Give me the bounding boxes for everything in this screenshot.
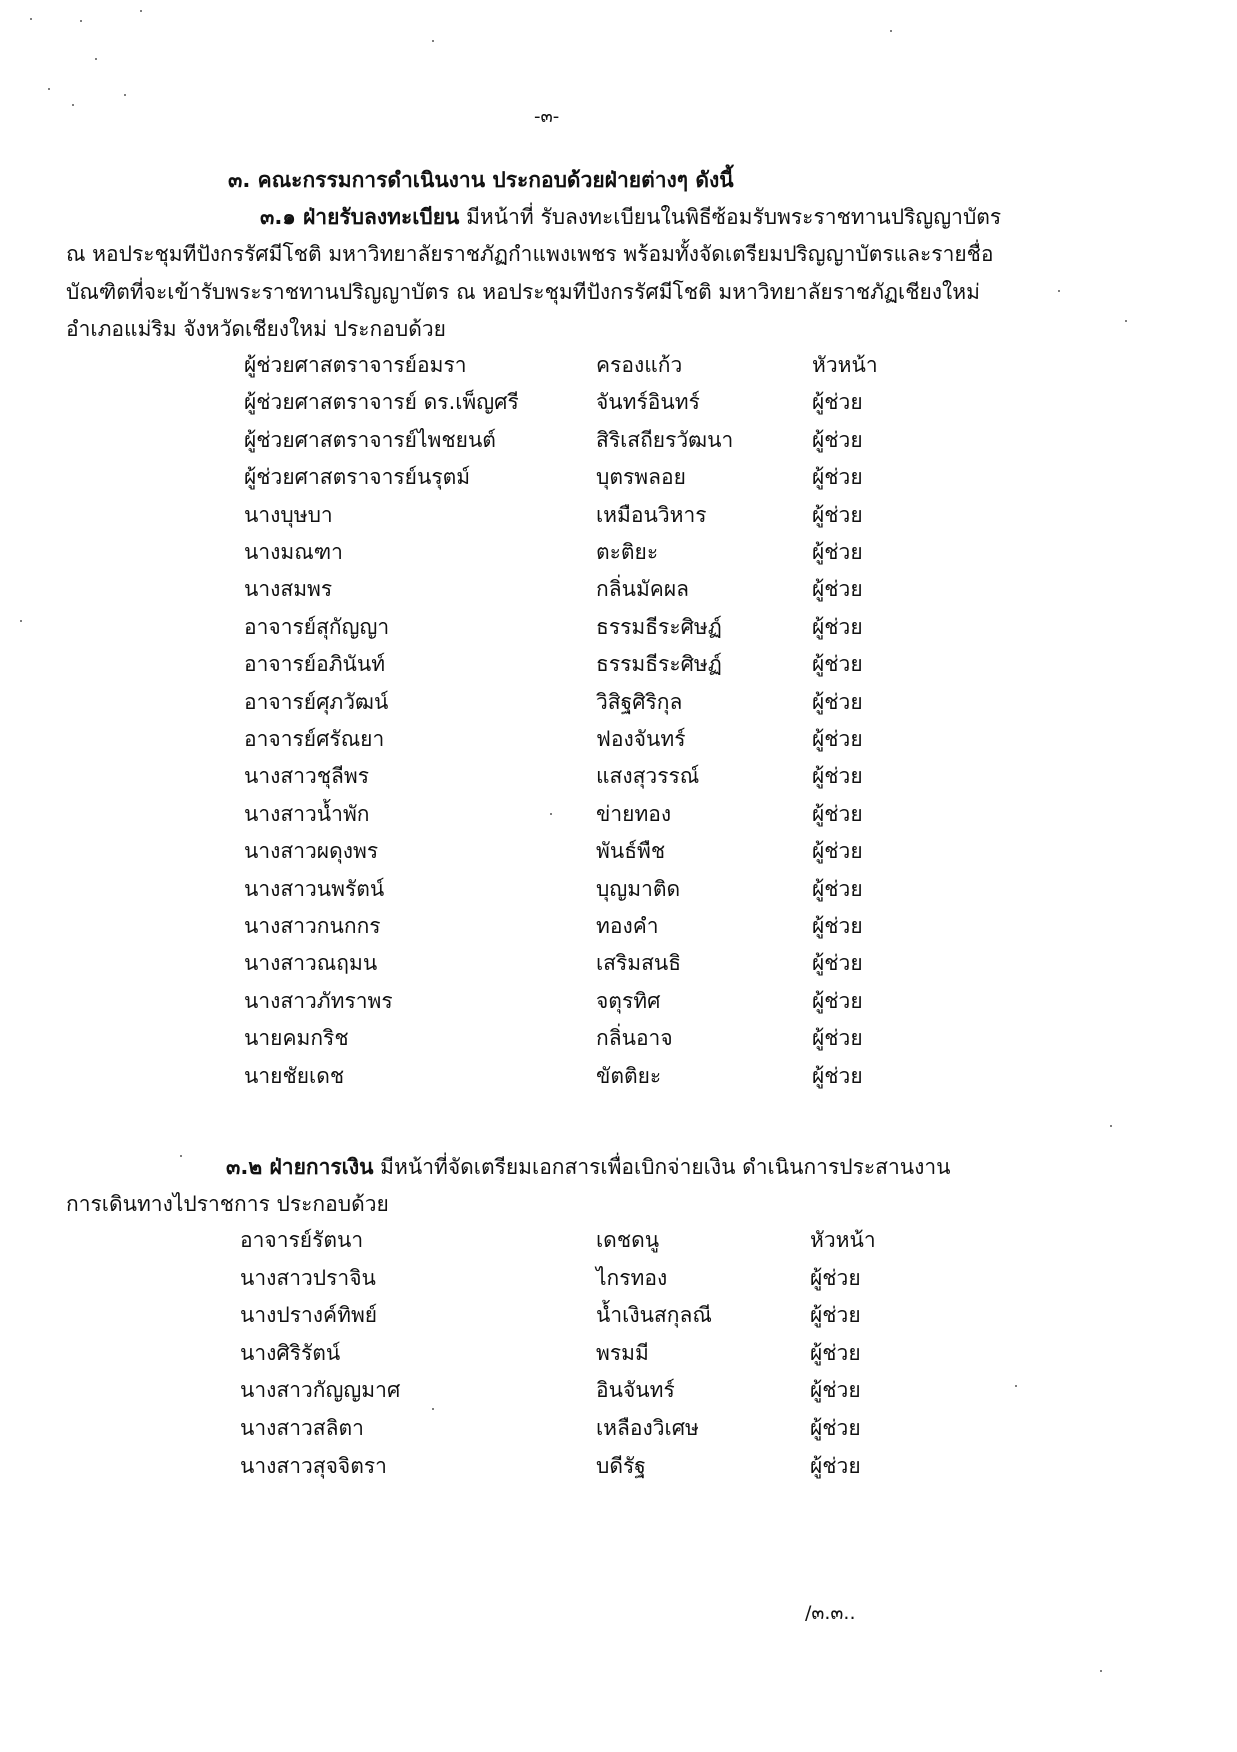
member-name: นางสาวณฤมน bbox=[244, 951, 378, 976]
member-role: ผู้ช่วย bbox=[812, 689, 863, 714]
member-row bbox=[0, 835, 1237, 871]
member-role: ผู้ช่วย bbox=[812, 465, 863, 490]
member-surname: กลิ่นมัคผล bbox=[596, 577, 690, 602]
member-surname: ธรรมธีระศิษฏ์ bbox=[596, 614, 722, 639]
member-row bbox=[0, 985, 1237, 1021]
scan-speck bbox=[890, 30, 892, 32]
member-role: ผู้ช่วย bbox=[810, 1265, 861, 1290]
member-row bbox=[0, 1224, 1237, 1260]
member-surname: ครองแก้ว bbox=[596, 353, 683, 377]
member-name: อาจารย์รัตนา bbox=[240, 1228, 364, 1252]
member-role: ผู้ช่วย bbox=[812, 876, 863, 901]
scan-speck bbox=[1110, 1125, 1112, 1127]
scan-speck bbox=[1058, 290, 1060, 292]
member-row bbox=[0, 760, 1237, 796]
sub1-line1: มีหน้าที่ รับลงทะเบียนในพิธีซ้อมรับพระราชทานปริญญาบัตร bbox=[466, 205, 1002, 229]
member-surname: ธรรมธีระศิษฏ์ bbox=[596, 652, 722, 677]
member-role: ผู้ช่วย bbox=[812, 652, 863, 677]
member-name: ผู้ช่วยศาสตราจารย์อมรา bbox=[244, 353, 467, 377]
member-role: ผู้ช่วย bbox=[810, 1416, 861, 1440]
scan-speck bbox=[1100, 1670, 1102, 1672]
member-surname: จตุรทิศ bbox=[596, 988, 661, 1013]
member-surname: แสงสุวรรณ์ bbox=[596, 764, 700, 789]
member-row bbox=[0, 798, 1237, 834]
member-surname: น้ำเงินสกุลณี bbox=[596, 1303, 712, 1328]
member-name: อาจารย์ศรัณยา bbox=[244, 727, 385, 751]
sub1-first-line bbox=[260, 201, 1001, 234]
member-surname: อินจันทร์ bbox=[596, 1378, 675, 1403]
member-role: ผู้ช่วย bbox=[812, 427, 863, 452]
member-role: หัวหน้า bbox=[810, 1228, 876, 1252]
member-surname: ฟองจันทร์ bbox=[596, 727, 686, 751]
member-name: นางสาวกนกกร bbox=[244, 914, 381, 938]
member-surname: พันธ์พืช bbox=[596, 839, 666, 864]
member-name: ผู้ช่วยศาสตราจารย์ ดร.เพ็ญศรี bbox=[244, 390, 519, 415]
member-surname: บุตรพลอย bbox=[596, 465, 686, 490]
member-row bbox=[0, 947, 1237, 983]
member-row bbox=[0, 424, 1237, 460]
member-role: ผู้ช่วย bbox=[812, 614, 863, 639]
member-surname: กลิ่นอาจ bbox=[596, 1026, 673, 1051]
member-surname: บดีรัฐ bbox=[596, 1453, 646, 1478]
member-name: นางสาวปราจิน bbox=[240, 1265, 376, 1290]
member-surname: ทองคำ bbox=[596, 914, 659, 938]
member-surname: ไกรทอง bbox=[596, 1265, 668, 1290]
member-role: ผู้ช่วย bbox=[812, 502, 863, 527]
member-name: นางปรางค์ทิพย์ bbox=[240, 1303, 378, 1328]
member-name: นางมณฑา bbox=[244, 540, 343, 564]
member-name: อาจารย์สุกัญญา bbox=[244, 614, 390, 639]
member-name: นางบุษบา bbox=[244, 502, 333, 527]
member-row bbox=[0, 910, 1237, 946]
member-surname: ตะติยะ bbox=[596, 540, 659, 564]
member-role: ผู้ช่วย bbox=[812, 540, 863, 564]
member-surname: เหลืองวิเศษ bbox=[596, 1416, 699, 1440]
member-name: นางศิริรัตน์ bbox=[240, 1340, 341, 1365]
scan-speck bbox=[180, 1155, 182, 1157]
member-surname: บุญมาติด bbox=[596, 876, 681, 901]
member-role: หัวหน้า bbox=[812, 353, 878, 377]
member-surname: จันทร์อินทร์ bbox=[596, 390, 700, 415]
member-name: นางสาวน้ำพัก bbox=[244, 801, 370, 826]
scan-speck bbox=[1125, 320, 1127, 322]
scan-speck bbox=[124, 94, 126, 96]
scan-speck bbox=[30, 18, 32, 20]
member-name: นายชัยเดช bbox=[244, 1063, 345, 1088]
member-row bbox=[0, 1022, 1237, 1058]
member-row bbox=[0, 1262, 1237, 1298]
member-role: ผู้ช่วย bbox=[812, 764, 863, 789]
scan-speck bbox=[48, 88, 50, 90]
member-role: ผู้ช่วย bbox=[810, 1378, 861, 1403]
sub2-line2: การเดินทางไปราชการ ประกอบด้วย bbox=[66, 1192, 389, 1216]
member-role: ผู้ช่วย bbox=[812, 951, 863, 976]
member-role: ผู้ช่วย bbox=[810, 1340, 861, 1365]
member-surname: เสริมสนธิ bbox=[596, 951, 682, 976]
member-name: นางสาวชุลีพร bbox=[244, 764, 370, 789]
scan-speck bbox=[80, 20, 82, 22]
member-name: นางสาวภัทราพร bbox=[244, 988, 393, 1013]
member-surname: สิริเสถียรวัฒนา bbox=[596, 427, 734, 452]
sub1-title: ๓.๑ ฝ่ายรับลงทะเบียน bbox=[260, 205, 460, 229]
member-role: ผู้ช่วย bbox=[812, 1063, 863, 1088]
member-name: นางสาวสุจจิตรา bbox=[240, 1453, 387, 1478]
member-row bbox=[0, 1299, 1237, 1335]
next-page-reference: /๓.๓.. bbox=[805, 1602, 856, 1624]
member-role: ผู้ช่วย bbox=[812, 727, 863, 751]
member-role: ผู้ช่วย bbox=[812, 839, 863, 864]
member-row bbox=[0, 536, 1237, 572]
member-row bbox=[0, 573, 1237, 609]
sub1-line4: อำเภอแม่ริม จังหวัดเชียงใหม่ ประกอบด้วย bbox=[66, 317, 446, 341]
member-row bbox=[0, 1412, 1237, 1448]
member-row bbox=[0, 1374, 1237, 1410]
member-surname: ขัตติยะ bbox=[596, 1063, 662, 1088]
member-role: ผู้ช่วย bbox=[812, 390, 863, 415]
member-role: ผู้ช่วย bbox=[810, 1453, 861, 1478]
member-surname: เดชดนู bbox=[596, 1228, 660, 1252]
member-name: อาจารย์อภินันท์ bbox=[244, 652, 386, 677]
member-name: ผู้ช่วยศาสตราจารย์ไพชยนต์ bbox=[244, 427, 496, 452]
member-surname: เหมือนวิหาร bbox=[596, 502, 707, 527]
member-row bbox=[0, 1337, 1237, 1373]
sub2-first-line bbox=[226, 1151, 951, 1184]
member-surname: พรมมี bbox=[596, 1340, 649, 1365]
member-row bbox=[0, 648, 1237, 684]
sub2-line1: มีหน้าที่จัดเตรียมเอกสารเพื่อเบิกจ่ายเงิน ดำเนินการประสานงาน bbox=[380, 1155, 951, 1179]
member-name: นางสมพร bbox=[244, 577, 333, 602]
member-row bbox=[0, 1450, 1237, 1486]
member-name: นางสาวสลิตา bbox=[240, 1416, 364, 1440]
member-name: นางสาวนพรัตน์ bbox=[244, 876, 385, 901]
sub2-title: ๓.๒ ฝ่ายการเงิน bbox=[226, 1155, 374, 1179]
member-surname: ข่ายทอง bbox=[596, 801, 672, 826]
scan-speck bbox=[95, 58, 97, 60]
sub1-line3: บัณฑิตที่จะเข้ารับพระราชทานปริญญาบัตร ณ หอประชุมทีปังกรรัศมีโชติ มหาวิทยาลัยราชภัฏเชียงใหม่ bbox=[66, 280, 980, 304]
member-row bbox=[0, 349, 1237, 385]
member-row bbox=[0, 461, 1237, 497]
sub1-line2: ณ หอประชุมทีปังกรรัศมีโชติ มหาวิทยาลัยราชภัฏกำแพงเพชร พร้อมทั้งจัดเตรียมปริญญาบัตรและรายชื่อ bbox=[66, 242, 994, 266]
member-row bbox=[0, 499, 1237, 535]
member-role: ผู้ช่วย bbox=[812, 801, 863, 826]
member-row bbox=[0, 686, 1237, 722]
member-role: ผู้ช่วย bbox=[812, 1026, 863, 1051]
scan-speck bbox=[432, 40, 434, 42]
member-name: นางสาวผดุงพร bbox=[244, 839, 379, 864]
member-name: นายคมกริช bbox=[244, 1026, 349, 1051]
member-role: ผู้ช่วย bbox=[812, 577, 863, 602]
member-row bbox=[0, 611, 1237, 647]
member-role: ผู้ช่วย bbox=[812, 914, 863, 938]
member-row bbox=[0, 1060, 1237, 1096]
member-role: ผู้ช่วย bbox=[812, 988, 863, 1013]
member-row bbox=[0, 723, 1237, 759]
scan-speck bbox=[72, 104, 74, 106]
scan-speck bbox=[140, 10, 142, 12]
member-surname: วิสิฐศิริกุล bbox=[596, 689, 683, 714]
member-name: ผู้ช่วยศาสตราจารย์นรุตม์ bbox=[244, 465, 471, 490]
member-row bbox=[0, 873, 1237, 909]
section-heading: ๓. คณะกรรมการดำเนินงาน ประกอบด้วยฝ่ายต่างๆ ดังนี้ bbox=[228, 168, 734, 192]
page-number: -๓- bbox=[534, 106, 560, 127]
member-name: นางสาวกัญญมาศ bbox=[240, 1378, 401, 1403]
member-row bbox=[0, 386, 1237, 422]
member-role: ผู้ช่วย bbox=[810, 1303, 861, 1328]
member-name: อาจารย์ศุภวัฒน์ bbox=[244, 689, 389, 714]
